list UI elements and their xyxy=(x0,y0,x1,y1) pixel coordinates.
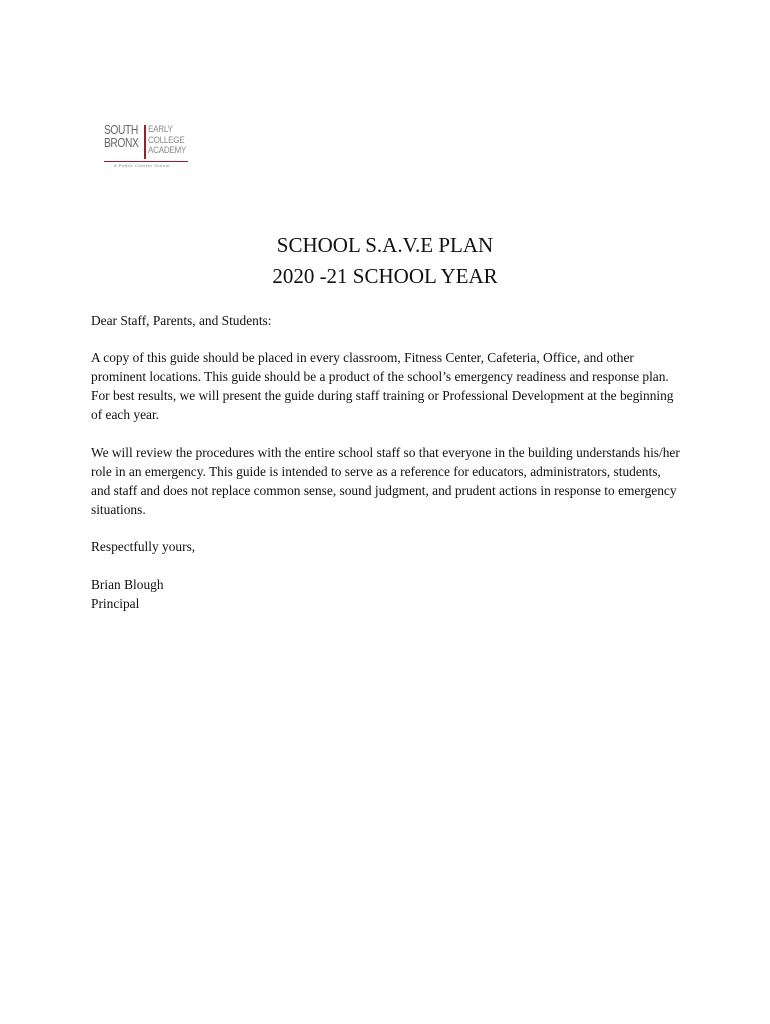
logo-left-line-2: BRONX xyxy=(104,136,139,150)
letter-paragraph-1: A copy of this guide should be placed in every classroom, Fitness Center, Cafeteria, Office, and other prominent locations. This guide should be a product of the school’s emergency readiness and response plan. For best results, we will present the guide during staff training or Professional Development at the beginning of each year. xyxy=(91,350,674,422)
document-subtitle: 2020 -21 SCHOOL YEAR xyxy=(272,264,498,288)
logo-wordmark-right xyxy=(148,125,186,157)
logo-divider-bar xyxy=(144,125,146,159)
logo-left-line-1: SOUTH xyxy=(104,123,138,137)
letter-salutation: Dear Staff, Parents, and Students: xyxy=(91,313,272,328)
logo-right-line-1: EARLY xyxy=(148,124,173,135)
letter-closing: Respectfully yours, xyxy=(91,539,196,554)
document-title: SCHOOL S.A.V.E PLAN xyxy=(276,233,494,257)
school-logo xyxy=(104,124,196,170)
logo-underline xyxy=(104,161,188,162)
logo-tagline: A Public Charter School xyxy=(114,163,171,168)
logo-right-line-3: ACADEMY xyxy=(148,145,187,156)
logo-wordmark-left xyxy=(104,124,138,150)
signature-name: Brian Blough xyxy=(91,577,164,592)
signature-title: Principal xyxy=(91,596,140,611)
letter-signature xyxy=(91,575,681,613)
logo-right-line-2: COLLEGE xyxy=(148,134,185,146)
letter-paragraph-2: We will review the procedures with the entire school staff so that everyone in the building understands his/her role in an emergency. This guide is intended to serve as a reference for educators, administrators, students, and staff and does not replace common sense, sound judgment, and prudent actions in response to emergency situations. xyxy=(91,445,680,517)
